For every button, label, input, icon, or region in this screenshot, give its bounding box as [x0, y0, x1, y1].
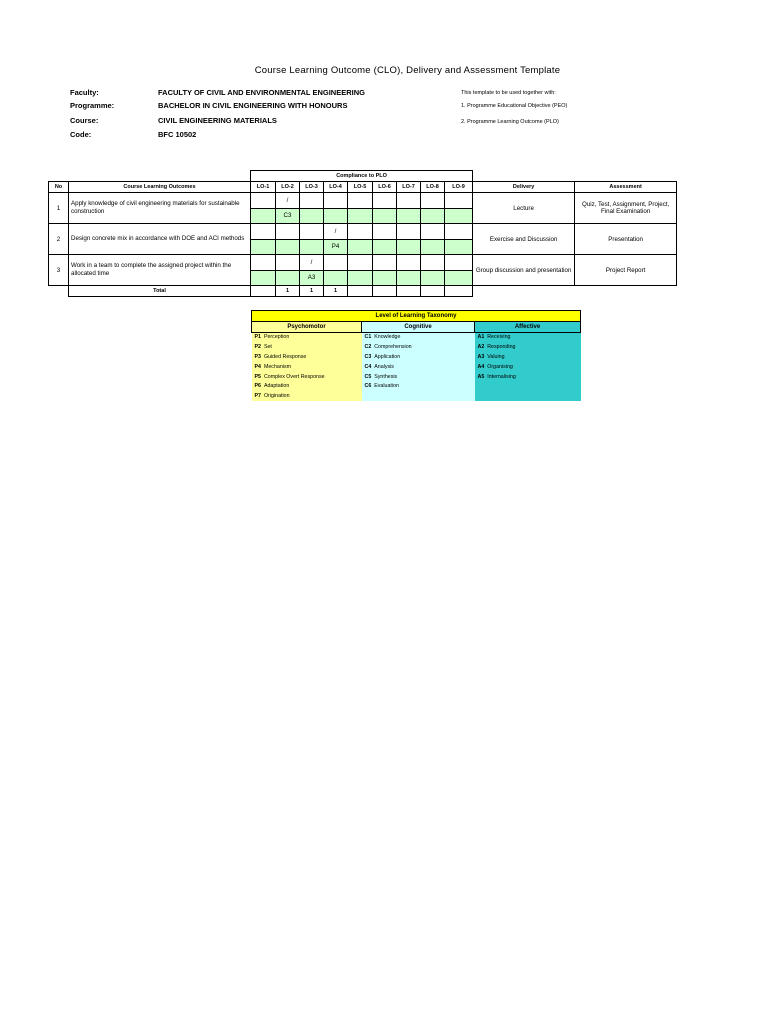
plo-mark-cell	[397, 193, 421, 209]
psychomotor-label: Origination	[263, 393, 290, 400]
psychomotor-label: Mechanism	[263, 363, 292, 370]
affective-label: Receiving	[487, 334, 511, 341]
cognitive-level	[362, 342, 475, 352]
plo-level-cell	[348, 208, 373, 224]
plo-mark-cell	[300, 224, 324, 240]
taxonomy-row	[252, 391, 581, 401]
plo-mark-cell: /	[276, 193, 300, 209]
psychomotor-label: Perception	[263, 334, 290, 341]
delivery-cell: Lecture	[473, 193, 575, 224]
taxonomy-row	[252, 332, 581, 342]
plo-mark-cell	[421, 193, 445, 209]
faculty-label: Faculty:	[70, 88, 99, 97]
psychomotor-label: Guided Response	[263, 354, 307, 361]
clo-number: 3	[49, 255, 69, 286]
psychomotor-level	[252, 382, 362, 392]
psychomotor-code: P5	[254, 373, 261, 380]
cognitive-label: Knowledge	[374, 334, 401, 341]
clo-table	[48, 170, 677, 297]
plo-mark-cell	[373, 224, 397, 240]
affective-level	[475, 332, 581, 342]
assessment-cell: Presentation	[575, 224, 677, 255]
cognitive-level	[362, 352, 475, 362]
psychomotor-code: P3	[254, 354, 261, 361]
template-note: This template to be used together with:	[461, 90, 556, 96]
plo-mark-cell	[251, 255, 276, 271]
psychomotor-label: Set	[263, 344, 272, 351]
assessment-cell: Project Report	[575, 255, 677, 286]
cognitive-code: C6	[364, 383, 372, 390]
lo-header: LO-8	[421, 182, 445, 193]
plo-mark-cell	[300, 193, 324, 209]
psychomotor-code: P1	[254, 334, 261, 341]
assessment-cell: Quiz, Test, Assignment, Project, Final Examination	[575, 193, 677, 224]
plo-level-cell	[373, 208, 397, 224]
plo-level-cell	[251, 239, 276, 255]
delivery-header: Delivery	[473, 182, 575, 193]
clo-row	[49, 224, 677, 240]
taxonomy-table	[251, 310, 581, 401]
total-cell: 1	[324, 286, 348, 297]
cognitive-level	[362, 372, 475, 382]
psychomotor-level	[252, 352, 362, 362]
plo-mark-cell	[397, 224, 421, 240]
psychomotor-code: P4	[254, 363, 261, 370]
plo-level-cell	[276, 270, 300, 286]
programme-label: Programme:	[70, 101, 115, 110]
plo-mark-cell	[348, 255, 373, 271]
plo-mark-cell: /	[324, 224, 348, 240]
cognitive-label: Comprehension	[374, 344, 412, 351]
cognitive-code: C2	[364, 344, 372, 351]
plo-level-cell: P4	[324, 239, 348, 255]
plo-level-cell	[324, 208, 348, 224]
psychomotor-level	[252, 332, 362, 342]
document-title: Course Learning Outcome (CLO), Delivery and Assessment Template	[254, 65, 561, 76]
cognitive-level	[362, 332, 475, 342]
plo-mark-cell	[324, 255, 348, 271]
total-label: Total	[69, 286, 251, 297]
psychomotor-code: P6	[254, 383, 261, 390]
assessment-header: Assessment	[575, 182, 677, 193]
plo-mark-cell	[445, 193, 473, 209]
plo-level-cell	[397, 239, 421, 255]
plo-mark-cell: /	[300, 255, 324, 271]
plo-level-cell	[276, 239, 300, 255]
affective-header: Affective	[475, 321, 581, 332]
plo-level-cell	[445, 208, 473, 224]
plo-mark-cell	[276, 255, 300, 271]
plo-level-cell	[348, 239, 373, 255]
delivery-cell: Group discussion and presentation	[473, 255, 575, 286]
taxonomy-row	[252, 372, 581, 382]
plo-level-cell	[300, 239, 324, 255]
course-label: Course:	[70, 116, 99, 125]
cognitive-label: Analysis	[374, 363, 394, 370]
total-cell	[348, 286, 373, 297]
plo-mark-cell	[421, 255, 445, 271]
lo-header: LO-4	[324, 182, 348, 193]
taxonomy-row	[252, 362, 581, 372]
total-cell	[421, 286, 445, 297]
plo-mark-cell	[373, 193, 397, 209]
affective-level	[475, 372, 581, 382]
plo-level-cell	[421, 270, 445, 286]
plo-level-cell	[251, 208, 276, 224]
total-cell	[445, 286, 473, 297]
plo-mark-cell	[421, 224, 445, 240]
affective-label: Internalising	[487, 373, 516, 380]
lo-header: LO-1	[251, 182, 276, 193]
lo-header: LO-9	[445, 182, 473, 193]
delivery-cell: Exercise and Discussion	[473, 224, 575, 255]
compliance-header: Compliance to PLO	[251, 171, 473, 182]
lo-header: LO-7	[397, 182, 421, 193]
cognitive-level	[362, 382, 475, 392]
affective-level	[475, 362, 581, 372]
affective-code: A3	[477, 354, 485, 361]
plo-level-cell	[445, 270, 473, 286]
plo-mark-cell	[348, 193, 373, 209]
psychomotor-header: Psychomotor	[252, 321, 362, 332]
plo-level-cell: C3	[276, 208, 300, 224]
cognitive-level	[362, 362, 475, 372]
clo-row	[49, 255, 677, 271]
psychomotor-level	[252, 391, 362, 401]
outcomes-header: Course Learning Outcomes	[69, 182, 251, 193]
taxonomy-row	[252, 382, 581, 392]
affective-code: A5	[477, 373, 485, 380]
cognitive-label: Evaluation	[374, 383, 399, 390]
plo-level-cell	[324, 270, 348, 286]
clo-number: 1	[49, 193, 69, 224]
peo-note: 1. Programme Educational Objective (PEO)	[461, 103, 568, 109]
clo-row	[49, 193, 677, 209]
affective-level	[475, 382, 581, 392]
plo-level-cell	[421, 239, 445, 255]
plo-mark-cell	[373, 255, 397, 271]
cognitive-code: C4	[364, 363, 372, 370]
plo-mark-cell	[324, 193, 348, 209]
affective-code: A1	[477, 334, 485, 341]
taxonomy-row	[252, 342, 581, 352]
no-header: No	[49, 182, 69, 193]
affective-label: Valuing	[487, 354, 505, 361]
psychomotor-code: P7	[254, 393, 261, 400]
affective-level	[475, 391, 581, 401]
affective-label: Responding	[487, 344, 516, 351]
plo-level-cell	[421, 208, 445, 224]
clo-outcome: Work in a team to complete the assigned project within the allocated time	[69, 255, 251, 286]
lo-header: LO-2	[276, 182, 300, 193]
programme-value: BACHELOR IN CIVIL ENGINEERING WITH HONOURS	[158, 101, 348, 110]
clo-number: 2	[49, 224, 69, 255]
cognitive-label: Application	[374, 354, 401, 361]
cognitive-code: C5	[364, 373, 372, 380]
total-cell: 1	[276, 286, 300, 297]
plo-level-cell	[397, 270, 421, 286]
affective-level	[475, 342, 581, 352]
psychomotor-label: Adaptation	[263, 383, 290, 390]
total-cell	[397, 286, 421, 297]
plo-level-cell: A3	[300, 270, 324, 286]
cognitive-header: Cognitive	[362, 321, 475, 332]
plo-level-cell	[348, 270, 373, 286]
affective-code: A4	[477, 363, 485, 370]
code-value: BFC 10502	[158, 130, 197, 139]
plo-mark-cell	[445, 224, 473, 240]
plo-level-cell	[300, 208, 324, 224]
total-cell	[251, 286, 276, 297]
total-cell: 1	[300, 286, 324, 297]
plo-note: 2. Programme Learning Outcome (PLO)	[461, 119, 559, 125]
lo-header: LO-5	[348, 182, 373, 193]
clo-outcome: Design concrete mix in accordance with DOE and ACI methods	[69, 224, 251, 255]
plo-mark-cell	[251, 224, 276, 240]
cognitive-level	[362, 391, 475, 401]
plo-level-cell	[373, 239, 397, 255]
course-value: CIVIL ENGINEERING MATERIALS	[158, 116, 277, 125]
plo-level-cell	[373, 270, 397, 286]
taxonomy-row	[252, 352, 581, 362]
plo-level-cell	[397, 208, 421, 224]
affective-level	[475, 352, 581, 362]
psychomotor-label: Complex Overt Response	[263, 373, 325, 380]
plo-level-cell	[445, 239, 473, 255]
plo-level-cell	[251, 270, 276, 286]
psychomotor-level	[252, 342, 362, 352]
cognitive-label: Synthesis	[374, 373, 398, 380]
lo-header: LO-6	[373, 182, 397, 193]
psychomotor-code: P2	[254, 344, 261, 351]
cognitive-code: C3	[364, 354, 372, 361]
lo-header: LO-3	[300, 182, 324, 193]
plo-mark-cell	[348, 224, 373, 240]
affective-code: A2	[477, 344, 485, 351]
cognitive-code: C1	[364, 334, 372, 341]
faculty-value: FACULTY OF CIVIL AND ENVIRONMENTAL ENGINEERING	[158, 88, 365, 97]
psychomotor-level	[252, 372, 362, 382]
affective-label: Organising	[487, 363, 513, 370]
clo-outcome: Apply knowledge of civil engineering materials for sustainable construction	[69, 193, 251, 224]
plo-mark-cell	[276, 224, 300, 240]
plo-mark-cell	[397, 255, 421, 271]
plo-mark-cell	[251, 193, 276, 209]
psychomotor-level	[252, 362, 362, 372]
code-label: Code:	[70, 130, 92, 139]
total-cell	[373, 286, 397, 297]
taxonomy-title: Level of Learning Taxonomy	[252, 311, 581, 322]
plo-mark-cell	[445, 255, 473, 271]
